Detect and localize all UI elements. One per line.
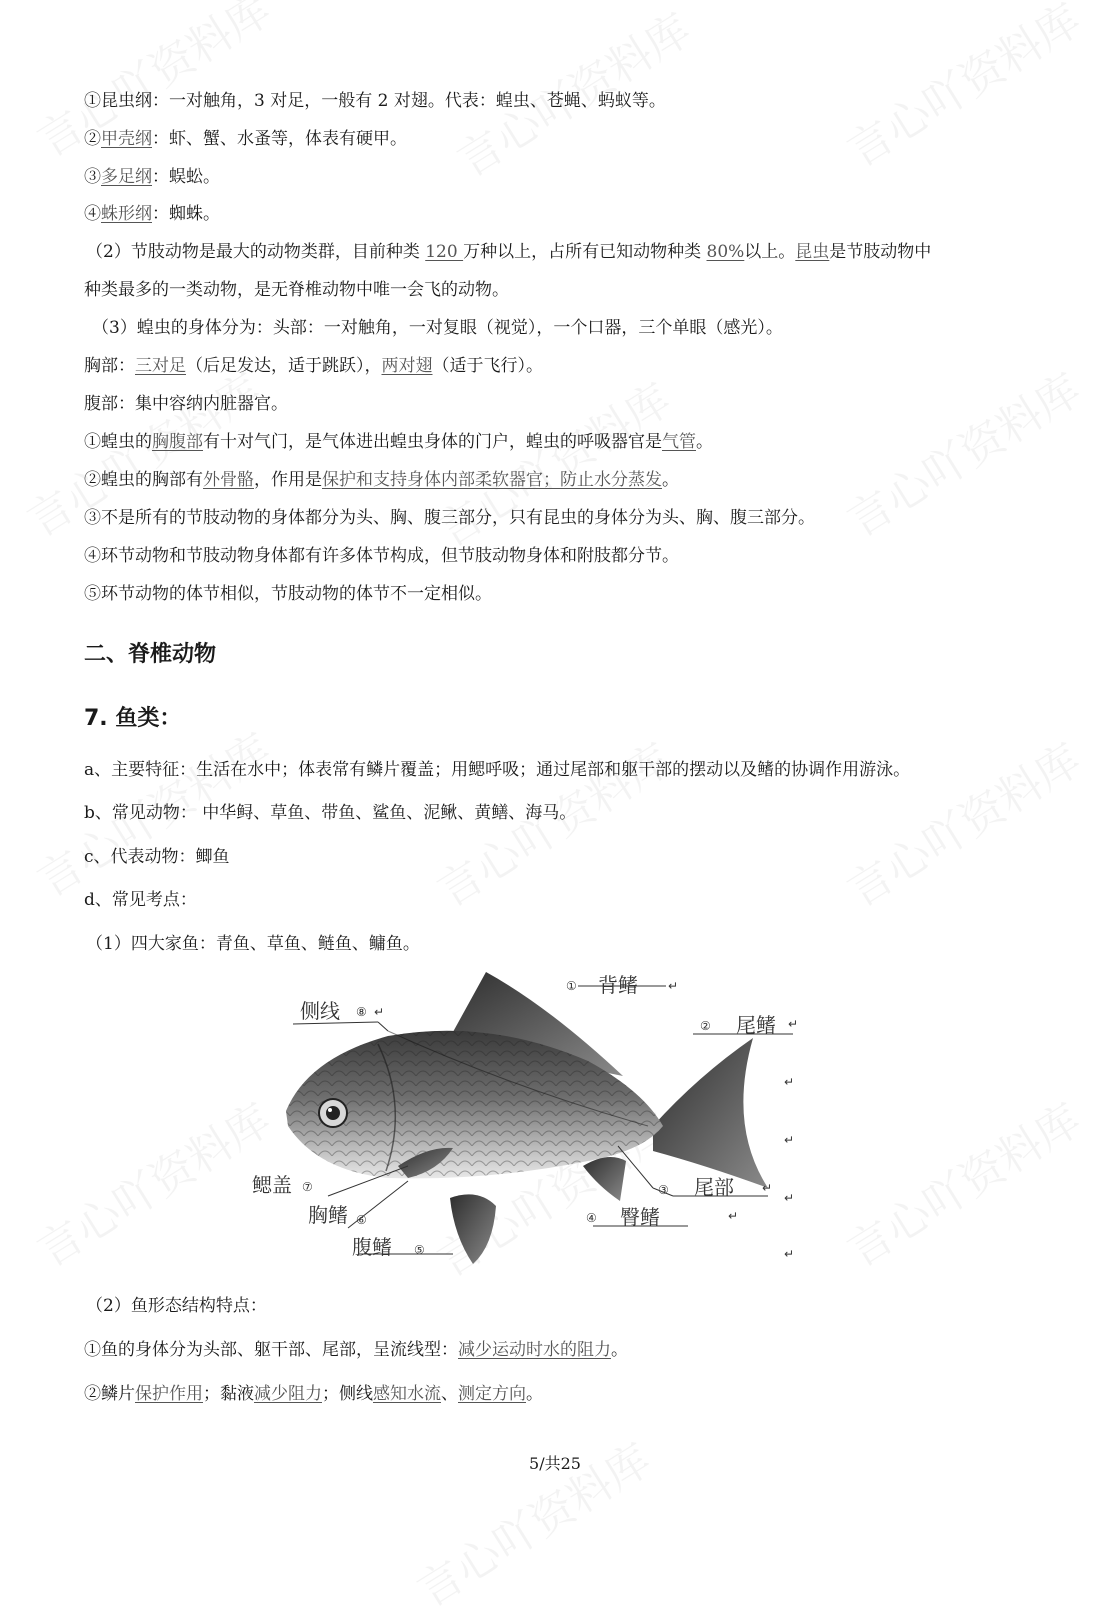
watermark — [23, 1085, 281, 1279]
svg-text:↵: ↵ — [788, 1017, 799, 1031]
svg-text:↵: ↵ — [668, 979, 679, 993]
watermark — [833, 725, 1091, 919]
label-pelvic-fin: 腹鳍 — [352, 1235, 392, 1259]
paragraph-thorax: 胸部：三对足（后足发达，适于跳跃），两对翅（适于飞行）。 — [84, 356, 543, 376]
label-num-4: ④ — [586, 1211, 597, 1225]
term-myriapoda: 多足纲 — [101, 167, 152, 187]
paragraph-arachnida: ④蛛形纲：蜘蛛。 — [84, 204, 220, 224]
paragraph-locust-body: （3）蝗虫的身体分为：头部：一对触角，一对复眼（视觉），一个口器，三个单眼（感光）。 — [92, 318, 783, 338]
term-insect: 昆虫 — [795, 242, 830, 262]
page-number: 5/共25 — [529, 1454, 581, 1473]
paragraph-fish-streamline: ①鱼的身体分为头部、躯干部、尾部，呈流线型：减少运动时水的阻力。 — [84, 1340, 628, 1360]
label-num-2: ② — [700, 1019, 711, 1033]
paragraph-note-5: ⑤环节动物的体节相似，节肢动物的体节不一定相似。 — [84, 584, 492, 604]
label-num-7: ⑦ — [302, 1180, 313, 1194]
tail-fin-shape — [653, 1038, 768, 1188]
paragraph-fish-examples: b、常见动物： 中华鲟、草鱼、带鱼、鲨鱼、泥鳅、黄鳝、海马。 — [84, 803, 577, 823]
svg-text:↵: ↵ — [784, 1247, 795, 1261]
label-num-5: ⑤ — [414, 1243, 425, 1257]
section-heading-fish: 7. 鱼类： — [84, 706, 182, 731]
fish-diagram — [248, 966, 818, 1271]
label-num-6: ⑥ — [356, 1213, 367, 1227]
paragraph-fish-scales: ②鳞片保护作用；黏液减少阻力；侧线感知水流、测定方向。 — [84, 1384, 543, 1404]
paragraph-insecta: ①昆虫纲：一对触角，3 对足，一般有 2 对翅。代表：蝗虫、苍蝇、蚂蚁等。 — [84, 91, 666, 111]
paragraph-note-3: ③不是所有的节肢动物的身体都分为头、胸、腹三部分，只有昆虫的身体分为头、胸、腹三部分。 — [84, 508, 815, 528]
label-pectoral-fin: 胸鳍 — [308, 1203, 348, 1227]
label-lateral-line: 侧线 — [300, 999, 340, 1023]
pelvic-fin-shape — [450, 1194, 496, 1264]
section-heading-vertebrates: 二、脊椎动物 — [84, 642, 217, 667]
paragraph-fish-features: a、主要特征：生活在水中；体表常有鳞片覆盖；用鳃呼吸；通过尾部和躯干部的摆动以及鳍的协调作用游泳。 — [84, 760, 911, 780]
paragraph-fish-representative: c、代表动物：鲫鱼 — [84, 847, 230, 867]
svg-text:↵: ↵ — [374, 1005, 385, 1019]
term-arachnida: 蛛形纲 — [101, 204, 152, 224]
label-num-8: ⑧ — [356, 1005, 367, 1019]
paragraph-arthropod-count-cont: 种类最多的一类动物，是无脊椎动物中唯一会飞的动物。 — [84, 280, 509, 300]
paragraph-myriapoda: ③多足纲：蜈蚣。 — [84, 167, 220, 187]
label-num-1: ① — [566, 979, 577, 993]
paragraph-arthropod-count: （2）节肢动物是最大的动物类群，目前种类 120 万种以上，占所有已知动物种类 80%以上。昆虫是节肢动物中 — [86, 242, 932, 262]
watermark — [833, 0, 1091, 179]
anal-fin-shape — [583, 1157, 626, 1201]
svg-text:↵: ↵ — [784, 1191, 795, 1205]
paragraph-abdomen: 腹部：集中容纳内脏器官。 — [84, 394, 288, 414]
paragraph-four-carps: （1）四大家鱼：青鱼、草鱼、鲢鱼、鳙鱼。 — [86, 934, 420, 954]
watermark — [833, 1085, 1091, 1279]
paragraph-fish-structure: （2）鱼形态结构特点： — [86, 1296, 267, 1316]
label-tail-fin: 尾鳍 — [736, 1013, 776, 1037]
paragraph-exoskeleton: ②蝗虫的胸部有外骨骼，作用是保护和支持身体内部柔软器官；防止水分蒸发。 — [84, 470, 679, 490]
label-num-3: ③ — [658, 1183, 669, 1197]
paragraph-spiracles: ①蝗虫的胸腹部有十对气门，是气体进出蝗虫身体的门户，蝗虫的呼吸器官是气管。 — [84, 432, 713, 452]
paragraph-note-4: ④环节动物和节肢动物身体都有许多体节构成，但节肢动物身体和附肢都分节。 — [84, 546, 679, 566]
paragraph-crustacea: ②甲壳纲：虾、蟹、水蚤等，体表有硬甲。 — [84, 129, 407, 149]
term-crustacea: 甲壳纲 — [101, 129, 152, 149]
label-dorsal-fin: 背鳍 — [598, 973, 638, 997]
paragraph-fish-exam-points: d、常见考点： — [84, 890, 197, 910]
svg-text:↵: ↵ — [784, 1075, 795, 1089]
svg-text:↵: ↵ — [784, 1133, 795, 1147]
watermark — [833, 355, 1091, 549]
svg-text:↵: ↵ — [762, 1181, 773, 1195]
label-gill-cover: 鳃盖 — [252, 1173, 292, 1197]
label-tail-part: 尾部 — [694, 1175, 734, 1199]
label-anal-fin: 臀鳍 — [620, 1205, 660, 1229]
svg-text:↵: ↵ — [728, 1209, 739, 1223]
